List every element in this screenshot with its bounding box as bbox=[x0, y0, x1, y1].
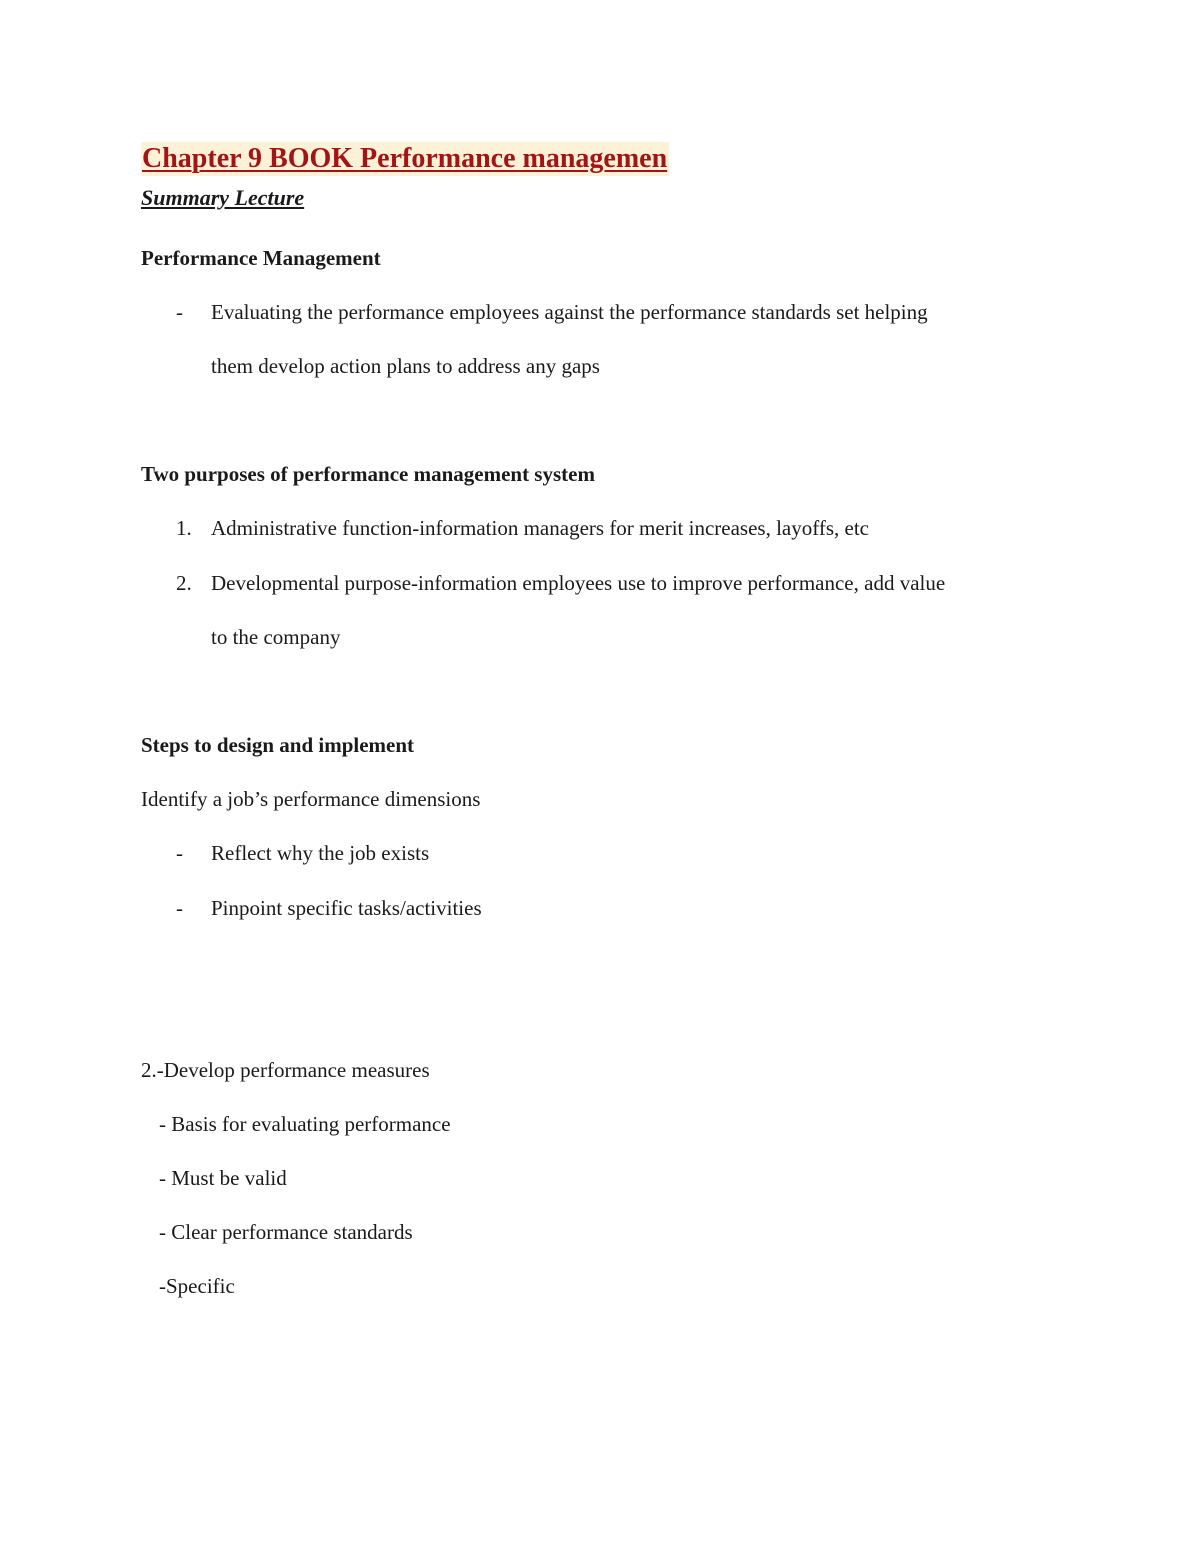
step-one-text: Identify a job’s performance dimensions bbox=[141, 787, 481, 811]
section-heading-two-purposes: Two purposes of performance management system bbox=[141, 462, 595, 486]
document-title: Chapter 9 BOOK Performance managemen bbox=[142, 143, 668, 174]
list-item-text: -Specific bbox=[159, 1274, 235, 1298]
list-number: 1. bbox=[176, 516, 192, 540]
section-heading-steps: Steps to design and implement bbox=[141, 733, 415, 757]
step-two-text: 2.-Develop performance measures bbox=[141, 1058, 430, 1082]
list-item-text: Evaluating the performance employees against the performance standards set helping bbox=[211, 300, 928, 324]
list-item-text: - Must be valid bbox=[159, 1166, 287, 1190]
document-subtitle: Summary Lecture bbox=[141, 185, 305, 210]
list-item-text: Administrative function-information managers for merit increases, layoffs, etc bbox=[211, 516, 869, 540]
list-item-text-continued: to the company bbox=[211, 625, 341, 649]
list-item-text: Developmental purpose-information employees use to improve performance, add value bbox=[211, 571, 946, 595]
list-item-text: - Clear performance standards bbox=[159, 1220, 413, 1244]
bullet-marker: - bbox=[176, 300, 183, 324]
list-item-text: - Basis for evaluating performance bbox=[159, 1112, 451, 1136]
section-heading-performance-management: Performance Management bbox=[141, 246, 381, 270]
bullet-marker: - bbox=[176, 896, 183, 920]
list-item-text: Reflect why the job exists bbox=[211, 841, 430, 865]
list-item-text-continued: them develop action plans to address any gaps bbox=[211, 354, 600, 378]
bullet-marker: - bbox=[176, 841, 183, 865]
list-number: 2. bbox=[176, 571, 192, 595]
list-item-text: Pinpoint specific tasks/activities bbox=[211, 896, 482, 920]
